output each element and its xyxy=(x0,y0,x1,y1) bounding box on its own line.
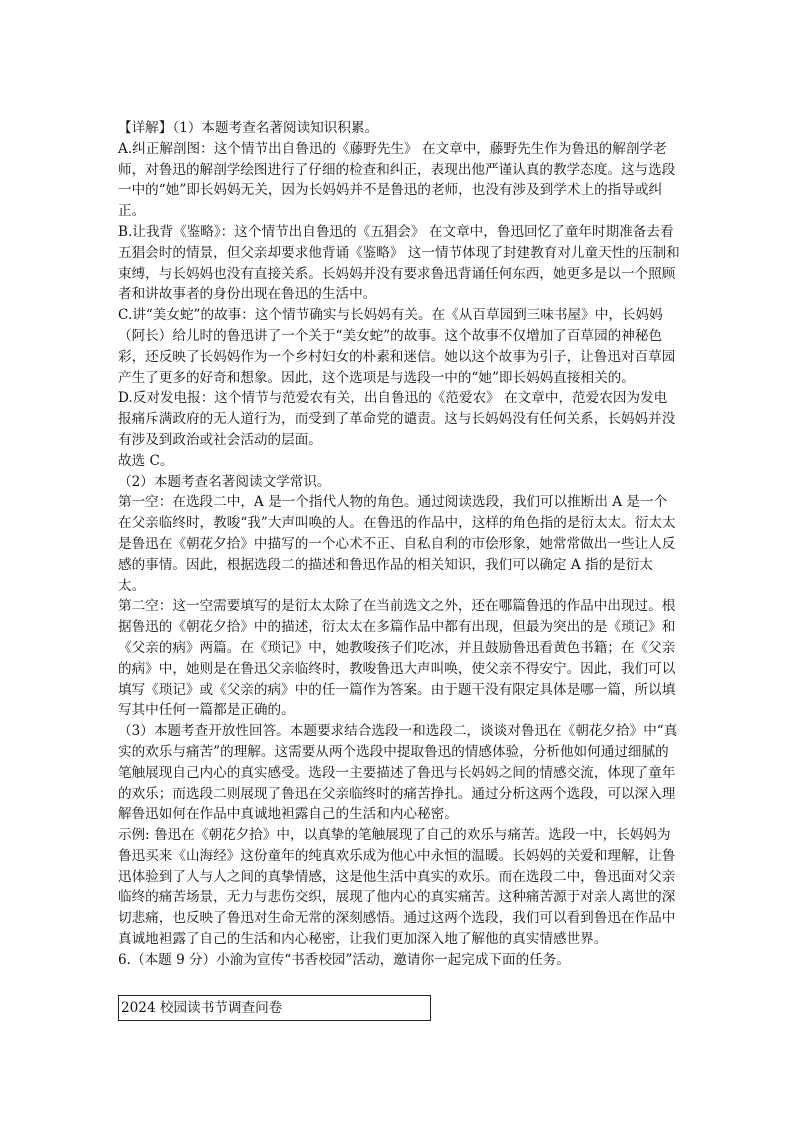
option-a-analysis: A.纠正解剖图：这个情节出自鲁迅的《藤野先生》 在文章中，藤野先生作为鲁迅的解剖学老师，对鲁迅的解剖学绘图进行了仔细的检查和纠正，表现出他严谨认真的教学态度。这与选段一中的“她”即长妈妈无关，因为长妈妈并不是鲁迅的老师，也没有涉及到学术上的指导或纠正。 xyxy=(118,140,676,220)
answer-choice: 故选 C。 xyxy=(118,452,174,469)
part-2-heading: （2）本题考查名著阅读文学常识。 xyxy=(118,473,331,490)
answer-explanation xyxy=(118,118,680,971)
sample-answer: 示例: 鲁迅在《朝花夕拾》中，以真挚的笔触展现了自己的欢乐与痛苦。选段一中，长妈妈为鲁迅买来《山海经》这份童年的纯真欢乐成为他心中永恒的温暖。长妈妈的关爱和理解，让鲁迅体验到了人与人之间的真挚情感，这是他生活中真实的欢乐。而在选段二中，鲁迅面对父亲临终的痛苦场景，无力与悲伤交织，展现了他内心的真实痛苦。这种痛苦源于对亲人离世的深切悲痛，也反映了鲁迅对生命无常的深刻感悟。通过这两个选段，我们可以看到鲁迅在作品中真诚地袒露了自己的生活和内心秘密，让我们更加深入地了解他的真实情感世界。 xyxy=(118,827,676,948)
question-6-prompt: 6.（本题 9 分）小渝为宣传“书香校园”活动，邀请你一起完成下面的任务。 xyxy=(118,951,570,968)
option-d-analysis: D.反对发电报：这个情节与范爱农有关，出自鲁迅的《范爱农》 在文章中，范爱农因为发电报痛斥满政府的无人道行为，而受到了革命党的谴责。这与长妈妈没有任何关系，长妈妈并没有涉及到政治或社会活动的层面。 xyxy=(118,390,676,448)
explanation-heading: 【详解】（1）本题考查名著阅读知识积累。 xyxy=(118,120,379,136)
survey-table-title: 2024 校园读书节调查问卷 xyxy=(118,995,431,1021)
blank-1-analysis: 第一空：在选段二中，A 是一个指代人物的角色。通过阅读选段，我们可以推断出 A 是一个在父亲临终时，教唆“我”大声叫唤的人。在鲁迅的作品中，这样的角色指的是衍太太。衍太太是鲁迅在《朝花夕拾》中描写的一个心术不正、自私自利的市侩形象，她常常做出一些让人反感的事情。因此，根据选段二的描述和鲁迅作品的相关知识，我们可以确定 A 指的是衍太太。 xyxy=(118,494,676,594)
option-b-analysis: B.让我背《鉴略》：这个情节出自鲁迅的《五猖会》 在文章中，鲁迅回忆了童年时期准备去看五猖会时的情景，但父亲却要求他背诵《鉴略》 这一情节体现了封建教育对儿童天性的压制和束缚，与长妈妈也没有直接关系。长妈妈并没有要求鲁迅背诵任何东西，她更多是以一个照顾者和讲故事者的身份出现在鲁迅的生活中。 xyxy=(118,223,680,303)
blank-2-analysis: 第二空：这一空需要填写的是衍太太除了在当前选文之外，还在哪篇鲁迅的作品中出现过。根据鲁迅的《朝花夕拾》中的描述，衍太太在多篇作品中都有出现，但最为突出的是《琐记》和《父亲的病》两篇。在《琐记》中，她教唆孩子们吃冰，并且鼓励鲁迅看黄色书籍；在《父亲的病》中，她则是在鲁迅父亲临终时，教唆鲁迅大声叫唤，使父亲不得安宁。因此，我们可以填写《琐记》或《父亲的病》中的任一篇作为答案。由于题干没有限定具体是哪一篇，所以填写其中任何一篇都是正确的。 xyxy=(118,598,676,719)
part-3-analysis: （3）本题考查开放性回答。本题要求结合选段一和选段二，谈谈对鲁迅在《朝花夕拾》中“真实的欢乐与痛苦”的理解。这需要从两个选段中提取鲁迅的情感体验，分析他如何通过细腻的笔触展现自己内心的真实感受。选段一主要描述了鲁迅与长妈妈之间的情感交流，体现了童年的欢乐；而选段二则展现了鲁迅在父亲临终时的痛苦挣扎。通过分析这两个选段，可以深入理解鲁迅如何在作品中真诚地袒露自己的生活和内心秘密。 xyxy=(118,723,678,823)
option-c-analysis: C.讲“美女蛇”的故事：这个情节确实与长妈妈有关。在《从百草园到三味书屋》中，长妈妈（阿长）给儿时的鲁迅讲了一个关于“美女蛇”的故事。这个故事不仅增加了百草园的神秘色彩，还反映了长妈妈作为一个乡村妇女的朴素和迷信。她以这个故事为引子，让鲁迅对百草园产生了更多的好奇和想象。因此，这个选项是与选段一中的“她”即长妈妈直接相关的。 xyxy=(118,307,676,386)
